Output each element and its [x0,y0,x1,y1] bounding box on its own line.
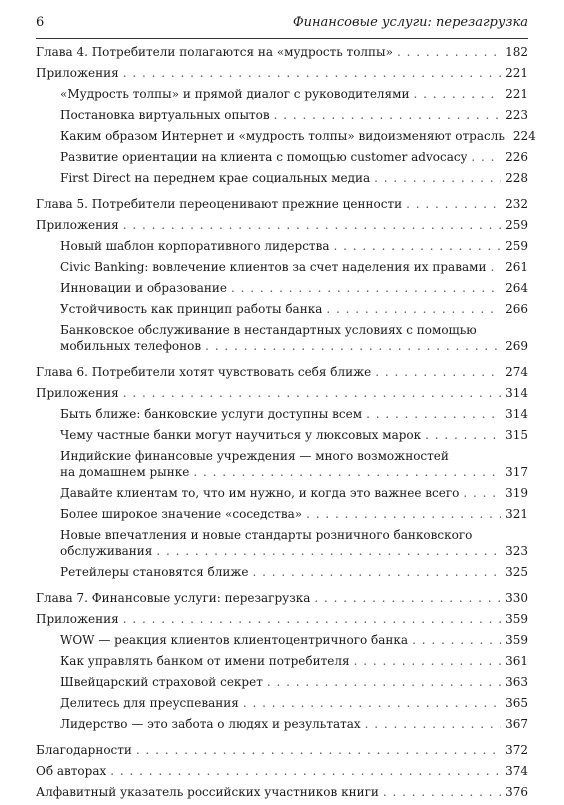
dot-leader [375,364,501,380]
toc-entry-line [36,196,528,212]
toc-entry-title: Глава 7. Финансовые услуги: перезагрузка [36,591,311,605]
running-title: Финансовые услуги: перезагрузка [292,15,528,30]
toc-entry-page-number: 365 [505,696,528,710]
dot-leader [110,763,501,779]
toc-entry-title: Швейцарский страховой секрет [60,675,263,689]
toc-entry-line [60,259,528,275]
toc-entry-line [60,170,528,186]
toc-entry-title: на домашнем рынке [60,465,190,479]
toc-entry-line [36,590,528,606]
toc-entry-page-number: 314 [505,407,528,421]
dot-leader [397,44,501,60]
toc-section-entry [36,301,528,317]
toc-section-entry [36,485,528,501]
dot-leader [123,65,501,81]
toc-chapter-entry [36,611,528,627]
toc-entry-line [36,611,528,627]
dot-leader [231,280,501,296]
toc-section-entry [36,406,528,422]
toc-chapter-entry [36,742,528,758]
toc-section-entry [36,695,528,711]
toc-entry-title: Об авторах [36,764,107,778]
toc-entry-line [60,107,528,123]
toc-entry-page-number: 363 [505,675,528,689]
dot-leader [333,238,501,254]
toc-entry-title: Чему частные банки могут научиться у люксовых марок [60,428,422,442]
running-header [36,15,528,33]
dot-leader [471,149,501,165]
dot-leader [413,86,501,102]
toc-entry-page-number: 315 [505,428,528,442]
toc-entry-page-number: 266 [505,302,528,316]
toc-entry-page-number: 232 [505,197,528,211]
toc-entry-page-number: 321 [505,507,528,521]
toc-section-entry [36,280,528,296]
toc-section-entry [36,238,528,254]
dot-leader [463,485,501,501]
toc-entry-page-number: 274 [505,365,528,379]
toc-entry-page-number: 359 [505,612,528,626]
toc-entry-page-number: 317 [505,465,528,479]
toc-section-entry [36,564,528,580]
toc-chapter-entry [36,763,528,779]
toc-entry-line [60,695,528,711]
toc-entry-line [60,338,528,354]
toc-entry-page-number: 228 [505,171,528,185]
toc-entry-line [60,632,528,648]
toc-entry-title: Глава 6. Потребители хотят чувствовать себя ближе [36,365,372,379]
toc-entry-page-number: 367 [505,717,528,731]
dot-leader [136,742,501,758]
toc-entry-line [60,427,528,443]
toc-section-entry [36,716,528,732]
dot-leader [490,259,501,275]
toc-entry-title: «Мудрость толпы» и прямой диалог с руководителями [60,87,410,101]
toc-chapter-entry [36,385,528,401]
toc-entry-title: Быть ближе: банковские услуги доступны всем [60,407,363,421]
dot-leader [365,716,501,732]
toc-chapter-entry [36,590,528,606]
toc-entry-line [36,65,528,81]
dot-leader [243,695,501,711]
dot-leader [274,107,501,123]
toc-entry-line [36,217,528,233]
dot-leader [383,784,501,800]
toc-entry-title: обслуживания [60,544,153,558]
toc-entry-line [60,543,528,559]
toc-entry-page-number: 374 [505,764,528,778]
dot-leader [252,564,501,580]
toc-entry-page-number: 264 [505,281,528,295]
toc-entry-line [60,86,528,102]
toc-chapter-entry [36,784,528,800]
toc-entry-title: Алфавитный указатель российских участников книги [36,785,379,799]
dot-leader [425,427,501,443]
toc-entry-title: Глава 5. Потребители переоценивают прежние ценности [36,197,403,211]
toc-entry-title: Глава 4. Потребители полагаются на «мудрость толпы» [36,45,393,59]
toc-entry-title: Делитесь для преуспевания [60,696,239,710]
toc-entry-page-number: 224 [512,129,536,143]
toc-entry-page-number: 319 [505,486,528,500]
toc-entry-page-number: 259 [505,218,528,232]
toc-section-entry [36,170,528,186]
toc-entry-line [60,149,528,165]
toc-entry-title: Приложения [36,66,119,80]
toc-section-entry [36,128,536,144]
dot-leader [123,611,501,627]
toc-entry-title-line1: Банковское обслуживание в нестандартных условиях с помощью [60,323,477,337]
toc-chapter-entry [36,364,528,380]
toc-section-entry [36,527,528,559]
toc-section-entry [36,107,528,123]
toc-entry-page-number: 221 [505,66,528,80]
toc-entry-title-line1: Новые впечатления и новые стандарты розничного банковского [60,528,473,542]
table-of-contents [36,44,536,805]
toc-entry-line [60,564,528,580]
toc-entry-page-number: 269 [505,339,528,353]
toc-entry-line [60,280,528,296]
toc-entry-title: First Direct на переднем крае социальных медиа [60,171,371,185]
toc-entry-title: Развитие ориентации на клиента с помощью customer advocacy [60,150,468,164]
toc-entry-page-number: 182 [505,45,528,59]
toc-entry-title: Ретейлеры становятся ближе [60,565,249,579]
toc-section-entry [36,427,528,443]
toc-entry-page-number: 226 [505,150,528,164]
dot-leader [123,385,501,401]
toc-entry-title: Инновации и образование [60,281,227,295]
toc-section-entry [36,322,528,354]
toc-entry-page-number: 361 [505,654,528,668]
toc-chapter-entry [36,217,528,233]
dot-leader [314,590,501,606]
toc-entry-page-number: 314 [505,386,528,400]
toc-entry-line [60,716,528,732]
toc-entry-line [60,674,528,690]
toc-entry-title: Приложения [36,612,119,626]
toc-entry-line [60,128,536,144]
dot-leader [412,632,501,648]
toc-chapter-entry [36,196,528,212]
toc-entry-page-number: 359 [505,633,528,647]
toc-entry-title: Новый шаблон корпоративного лидерства [60,239,330,253]
toc-entry-title: Более широкое значение «соседства» [60,507,303,521]
toc-entry-title-line1: Индийские финансовые учреждения — много возможностей [60,449,449,463]
toc-entry-page-number: 325 [505,565,528,579]
toc-entry-line [60,506,528,522]
dot-leader [354,653,502,669]
dot-leader [306,506,501,522]
toc-entry-title: Как управлять банком от имени потребителя [60,654,350,668]
toc-section-entry [36,259,528,275]
dot-leader [123,217,501,233]
toc-chapter-entry [36,44,528,60]
toc-entry-line [60,238,528,254]
toc-entry-line [60,464,528,480]
toc-entry-line [36,364,528,380]
toc-entry-page-number: 372 [505,743,528,757]
toc-entry-line [60,301,528,317]
toc-entry-title: Приложения [36,386,119,400]
toc-section-entry [36,653,528,669]
dot-leader [366,406,501,422]
dot-leader [406,196,501,212]
toc-entry-page-number: 323 [505,544,528,558]
dot-leader [205,338,501,354]
toc-section-entry [36,674,528,690]
toc-entry-title: Лидерство — это забота о людях и результатах [60,717,361,731]
toc-entry-title: Civic Banking: вовлечение клиентов за счет наделения их правами [60,260,487,274]
toc-entry-line [60,653,528,669]
toc-entry-title: Устойчивость как принцип работы банка [60,302,323,316]
header-rule [36,38,528,39]
dot-leader [374,170,501,186]
dot-leader [326,301,501,317]
toc-section-entry [36,632,528,648]
toc-section-entry [36,506,528,522]
dot-leader [156,543,501,559]
toc-entry-line [36,784,528,800]
toc-section-entry [36,86,528,102]
toc-entry-page-number: 261 [505,260,528,274]
dot-leader [193,464,501,480]
toc-entry-title: Благодарности [36,743,132,757]
toc-entry-page-number: 259 [505,239,528,253]
toc-entry-title: Постановка виртуальных опытов [60,108,270,122]
toc-section-entry [36,149,528,165]
toc-entry-page-number: 223 [505,108,528,122]
toc-entry-title: Давайте клиентам то, что им нужно, и когда это важнее всего [60,486,460,500]
toc-entry-title: Приложения [36,218,119,232]
page-number: 6 [36,15,45,30]
toc-entry-line [36,742,528,758]
toc-chapter-entry [36,65,528,81]
toc-entry-title: WOW — реакция клиентов клиентоцентричного банка [60,633,409,647]
toc-entry-line [60,406,528,422]
toc-entry-line [60,485,528,501]
dot-leader [267,674,501,690]
toc-entry-line [36,44,528,60]
toc-entry-page-number: 221 [505,87,528,101]
toc-entry-title: Каким образом Интернет и «мудрость толпы» видоизменяют отрасль [60,129,505,143]
toc-entry-line [36,385,528,401]
toc-entry-page-number: 330 [505,591,528,605]
toc-entry-line [36,763,528,779]
toc-entry-title: мобильных телефонов [60,339,202,353]
toc-section-entry [36,448,528,480]
toc-entry-page-number: 376 [505,785,528,799]
